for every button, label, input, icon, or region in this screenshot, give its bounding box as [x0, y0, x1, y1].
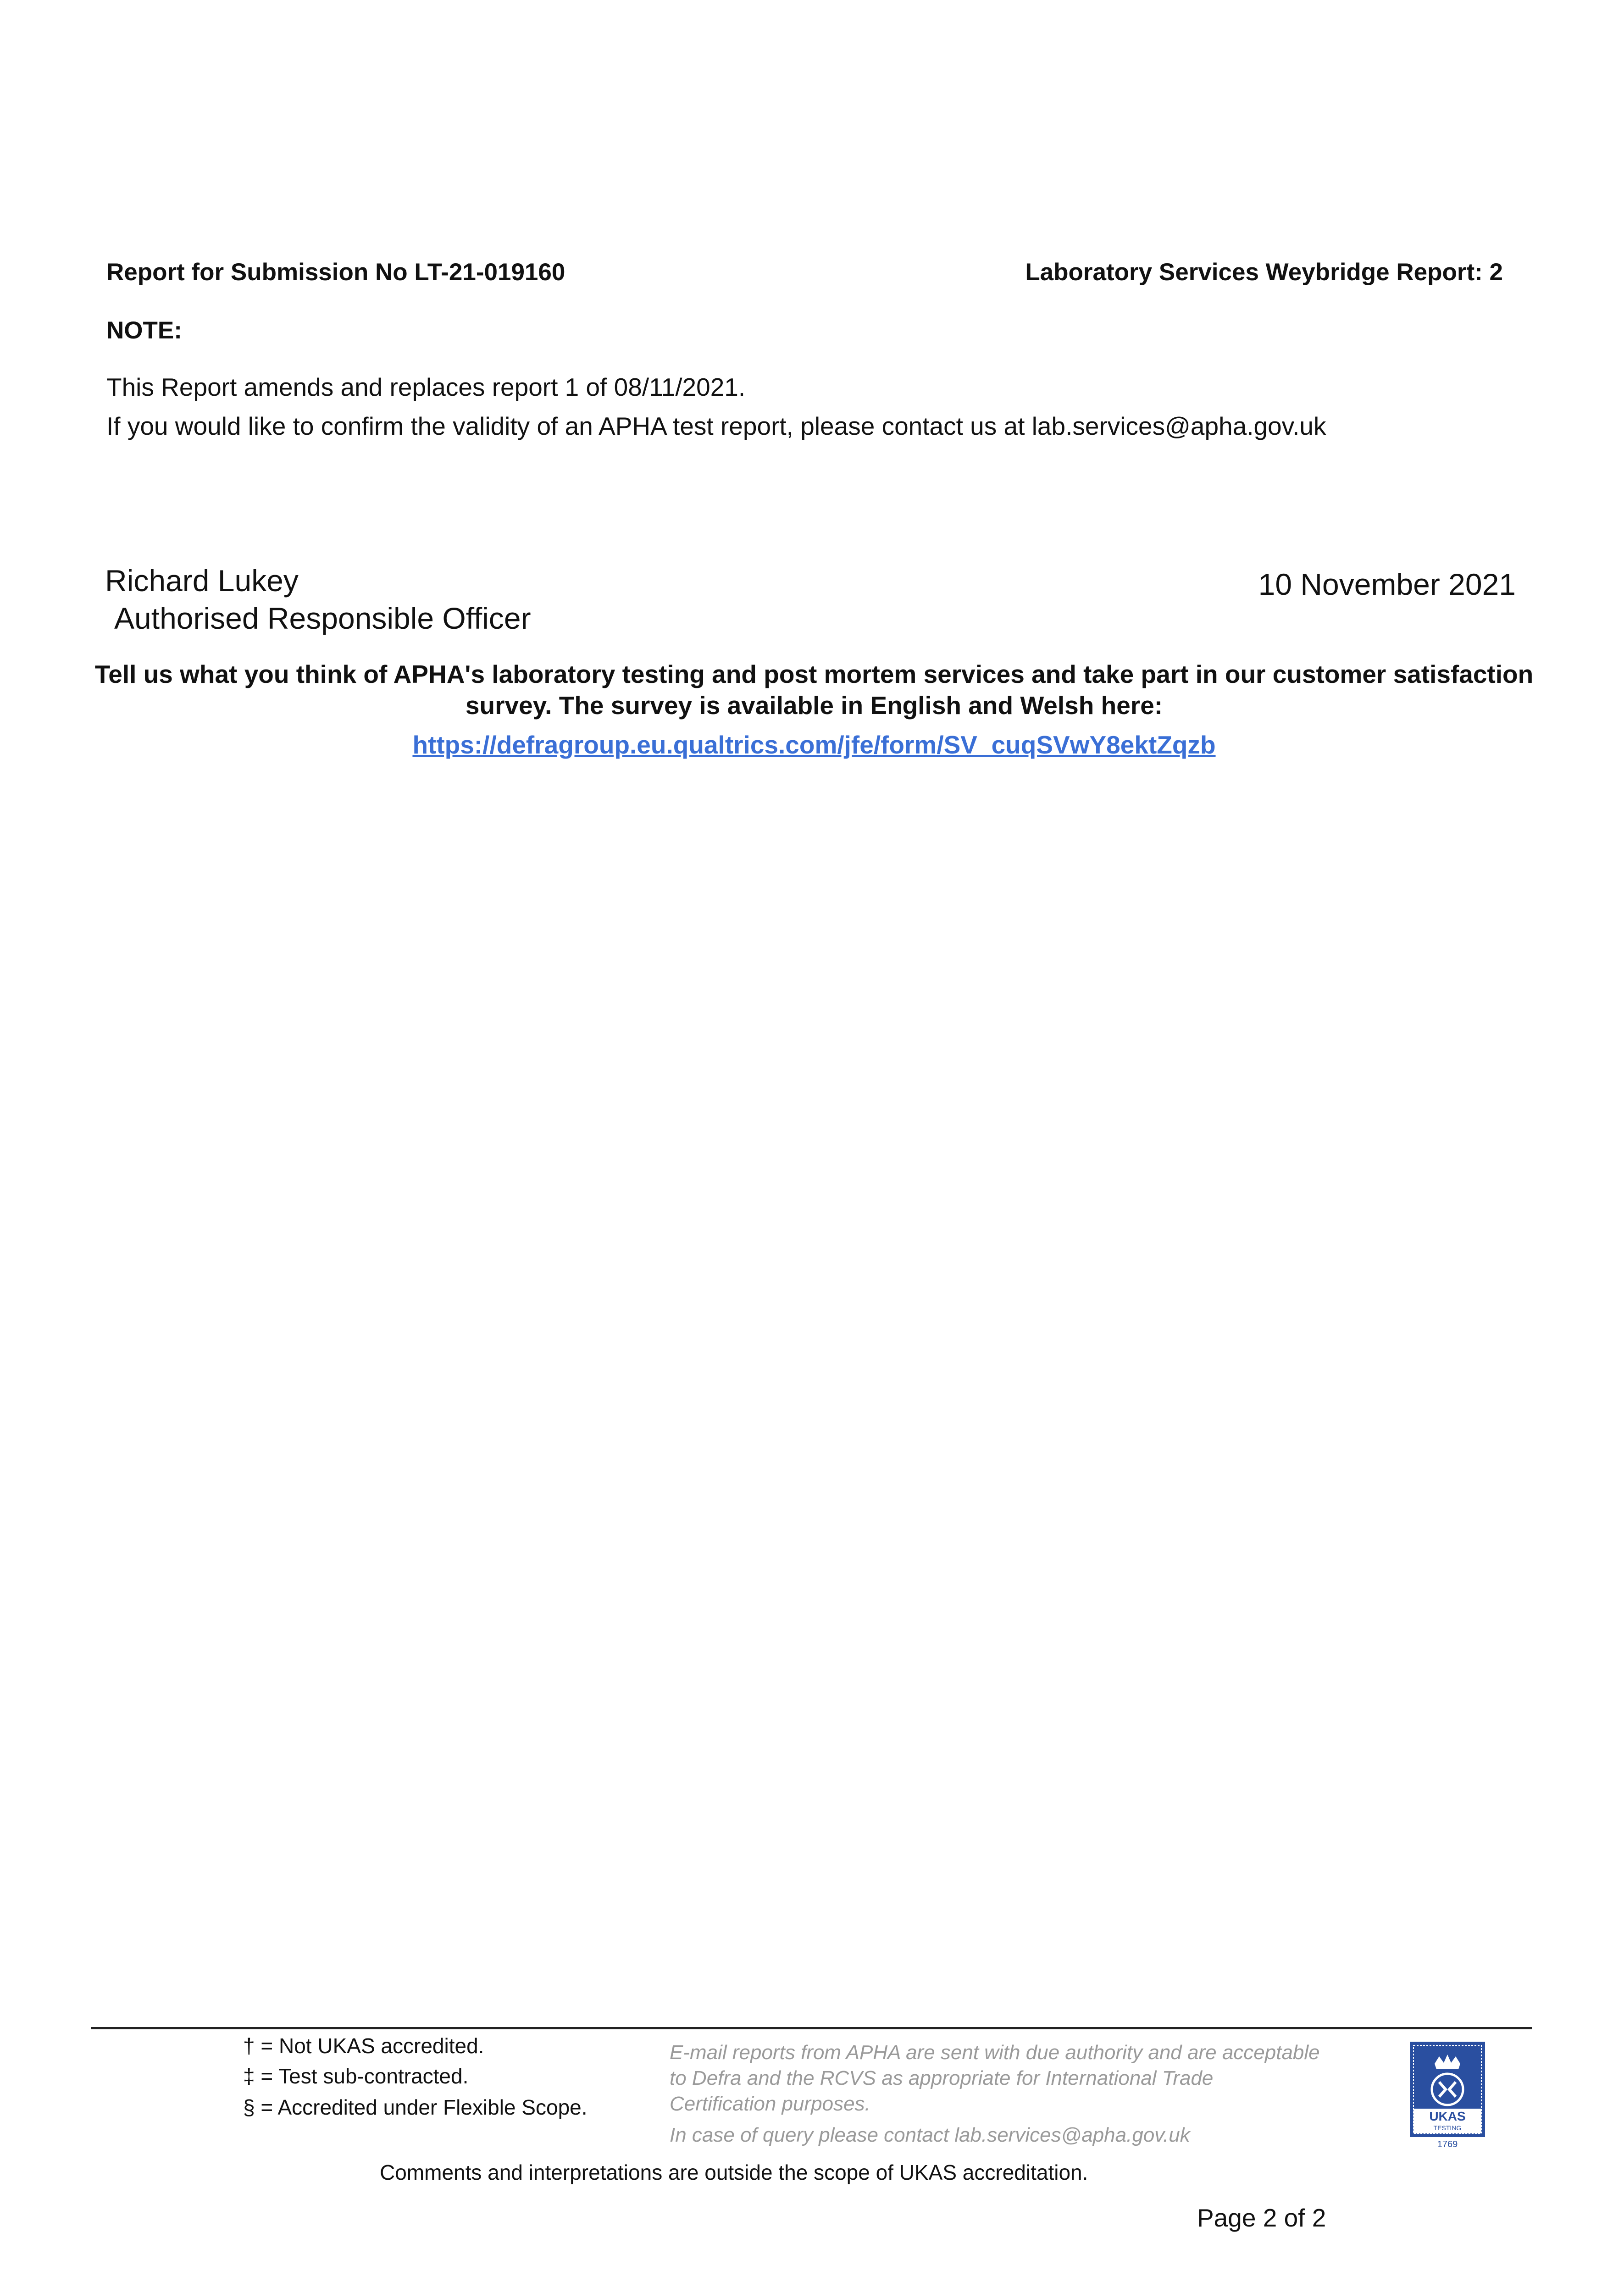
footer-divider [91, 2027, 1532, 2029]
page-number: Page 2 of 2 [1197, 2204, 1326, 2232]
email-authority-note: E-mail reports from APHA are sent with due authority and are acceptable to Defra and the RCVS as appropriate for International Trade Certification purposes. [670, 2041, 1320, 2115]
survey-link[interactable]: https://defragroup.eu.qualtrics.com/jfe/form/SV_cuqSVwY8ektZqzb [412, 731, 1216, 759]
submission-number: Report for Submission No LT-21-019160 [106, 259, 565, 286]
report-number: Laboratory Services Weybridge Report: 2 [1025, 259, 1503, 286]
key-sub-contracted: ‡ = Test sub-contracted. [243, 2064, 469, 2088]
query-contact-note: In case of query please contact lab.services@apha.gov.uk [670, 2124, 1190, 2146]
ukas-mark: UKAS [1429, 2109, 1466, 2123]
signatory-name: Richard Lukey [105, 564, 299, 598]
note-heading: NOTE: [106, 317, 182, 344]
accreditation-scope-note: Comments and interpretations are outside the scope of UKAS accreditation. [380, 2160, 1088, 2184]
ukas-logo-icon [1406, 2040, 1489, 2150]
note-validity-line: If you would like to confirm the validity of an APHA test report, please contact us at lab.services@apha.gov.uk [106, 412, 1326, 440]
survey-invitation: Tell us what you think of APHA's laboratory testing and post mortem services and take part in our customer satisfaction survey. The survey is available in English and Welsh here: [94, 660, 1534, 720]
note-amendment-line: This Report amends and replaces report 1 of 08/11/2021. [106, 373, 746, 401]
key-flexible-scope: § = Accredited under Flexible Scope. [243, 2095, 588, 2119]
key-not-accredited: † = Not UKAS accredited. [243, 2034, 484, 2058]
signatory-title: Authorised Responsible Officer [114, 601, 531, 635]
ukas-sub: TESTING [1433, 2124, 1462, 2132]
report-date: 10 November 2021 [1258, 567, 1516, 601]
ukas-number: 1769 [1437, 2139, 1458, 2149]
